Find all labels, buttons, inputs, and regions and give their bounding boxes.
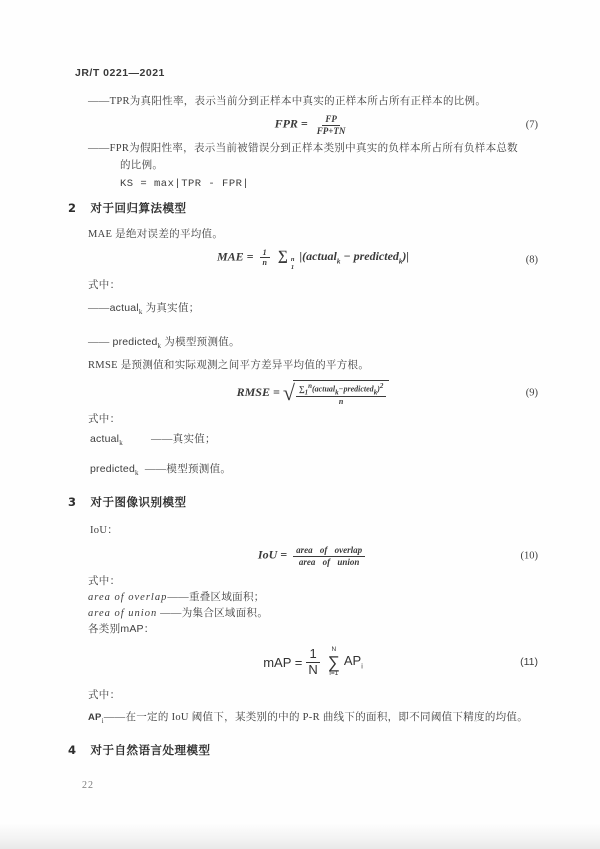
section-2-title: 对于回归算法模型	[90, 201, 187, 215]
where-label-3: 式中：	[88, 576, 121, 587]
formula-8-row	[88, 246, 538, 274]
where-label-2: 式中：	[88, 414, 121, 425]
section-3-title: 对于图像识别模型	[90, 495, 187, 509]
where-label-4: 式中：	[88, 690, 121, 701]
section-4-heading	[68, 743, 211, 758]
area-union-term: area of union	[88, 608, 158, 619]
formula-7-numerator: FP	[322, 114, 340, 125]
formula-8-body: |(actual$_k$ − predicted$_k$)|	[299, 249, 410, 266]
dash: ——	[88, 337, 113, 348]
formula-11-sum-lower: i=1	[329, 669, 339, 677]
section-2-heading	[68, 201, 187, 216]
formula-7-lhs: FPR =	[274, 116, 308, 131]
formula-8-sum-upper: n	[290, 256, 295, 264]
formula-11-frac-num: 1	[306, 647, 319, 662]
tpr-note: ——TPR为真阳性率，表示当前分到正样本中真实的正样本所占所有正样本的比例。	[88, 96, 487, 107]
formula-7-denominator: FP+TN	[316, 125, 346, 136]
ap-term: AP	[88, 712, 102, 723]
area-overlap-term: area of overlap	[88, 592, 168, 603]
formula-11-row	[88, 638, 538, 686]
formula-10-fraction	[293, 545, 365, 567]
formula-11-frac-den: N	[308, 661, 318, 677]
actual-desc: 为真实值；	[142, 303, 200, 314]
mae-description: MAE 是绝对误差的平均值。	[88, 229, 224, 240]
fpr-note-line2: 的比例。	[120, 160, 164, 171]
dash: ——	[88, 303, 110, 314]
formula-8-sum-lower: 1	[290, 264, 295, 272]
formula-9-row	[88, 374, 538, 412]
formula-8-fraction	[259, 248, 269, 267]
predicted-term: predicted	[90, 463, 135, 475]
section-3-heading	[68, 495, 187, 510]
sigma-symbol: ∑	[327, 652, 340, 672]
page-bottom-edge	[0, 823, 600, 849]
sigma-symbol: ∑	[277, 249, 288, 265]
formula-8-frac-num: 1	[260, 248, 270, 258]
subscript-k: k	[135, 469, 139, 478]
ks-formula: KS = max|TPR - FPR|	[120, 178, 250, 190]
predicted-desc: 为模型预测值。	[161, 337, 240, 348]
predicted-term: predicted	[112, 336, 158, 348]
formula-7-fraction	[314, 114, 349, 136]
equation-label-10: (10)	[520, 550, 538, 562]
formula-11-body: $AP_i$	[343, 653, 363, 671]
iou-intro: IoU：	[90, 525, 119, 536]
formula-9	[237, 380, 390, 406]
formula-10	[258, 545, 368, 567]
actual-term: actual	[109, 302, 139, 314]
formula-9-numerator: $\sum_1^n(actual_k-predicted_k)^2$	[296, 382, 386, 397]
area-union-definition	[88, 606, 268, 621]
fpr-note-line1: ——FPR为假阳性率，表示当前被错误分到正样本类别中真实的负样本所占所有负样本总数	[88, 143, 518, 154]
rmse-description: RMSE 是预测值和实际观测之间平方差异平均值的平方根。	[88, 360, 370, 371]
formula-11-sum	[328, 647, 340, 677]
equation-label-9: (9)	[525, 387, 538, 399]
area-overlap-desc: ——重叠区域面积；	[167, 592, 265, 603]
formula-9-denominator: n	[338, 397, 344, 407]
radical-symbol: √	[282, 379, 295, 405]
ap-desc: ——在一定的 IoU 阈值下，某类别的中的 P-R 曲线下的面积，即不同阈值下精度的均值。	[103, 712, 529, 723]
formula-7	[275, 114, 352, 136]
formula-8-sum-limits	[291, 256, 295, 272]
formula-8-frac-den: n	[262, 258, 267, 268]
formula-9-radicand	[293, 380, 389, 406]
formula-11-sum-upper: N	[331, 646, 337, 653]
formula-10-denominator: area of union	[298, 556, 360, 567]
predicted-def-desc: ——模型预测值。	[144, 464, 232, 475]
map-intro-zh: 各类别	[88, 624, 121, 635]
subscript-i: i	[101, 717, 104, 726]
subscript-k: k	[119, 439, 124, 448]
subscript-k: k	[157, 342, 162, 351]
where-label-1: 式中：	[88, 280, 121, 291]
formula-8-lhs: MAE =	[216, 249, 254, 264]
equation-label-8: (8)	[525, 254, 538, 266]
actual-value-definition	[90, 432, 216, 451]
formula-7-row	[88, 110, 538, 140]
section-4-title: 对于自然语言处理模型	[90, 743, 211, 757]
actual-def-desc: ——真实值；	[151, 434, 216, 445]
actual-term: actual	[90, 433, 120, 445]
section-2-number: 2	[68, 201, 77, 215]
equation-label-11: (11)	[520, 656, 538, 668]
doc-header-code: JR/T 0221—2021	[75, 67, 165, 79]
formula-10-row	[88, 538, 538, 574]
area-overlap-definition	[88, 590, 265, 605]
area-union-desc: ——为集合区域面积。	[157, 608, 269, 619]
section-4-number: 4	[68, 743, 77, 757]
formula-9-fraction	[296, 382, 386, 406]
formula-8	[217, 248, 409, 272]
map-intro-latin: mAP：	[120, 623, 155, 635]
formula-10-numerator: area of overlap	[293, 545, 365, 556]
predicted-definition-item	[88, 335, 240, 354]
formula-11-fraction	[305, 647, 320, 677]
formula-10-lhs: IoU =	[257, 547, 288, 562]
equation-label-7: (7)	[525, 119, 538, 131]
formula-11-lhs: mAP =	[263, 654, 303, 670]
actual-definition-item	[88, 301, 200, 320]
map-intro	[88, 622, 154, 637]
section-3-number: 3	[68, 495, 77, 509]
formula-9-lhs: RMSE =	[236, 385, 280, 400]
formula-11	[263, 647, 363, 677]
subscript-k: k	[138, 308, 143, 317]
ap-definition-item	[88, 710, 528, 729]
predicted-value-definition	[90, 462, 231, 481]
page-number: 22	[82, 780, 94, 791]
